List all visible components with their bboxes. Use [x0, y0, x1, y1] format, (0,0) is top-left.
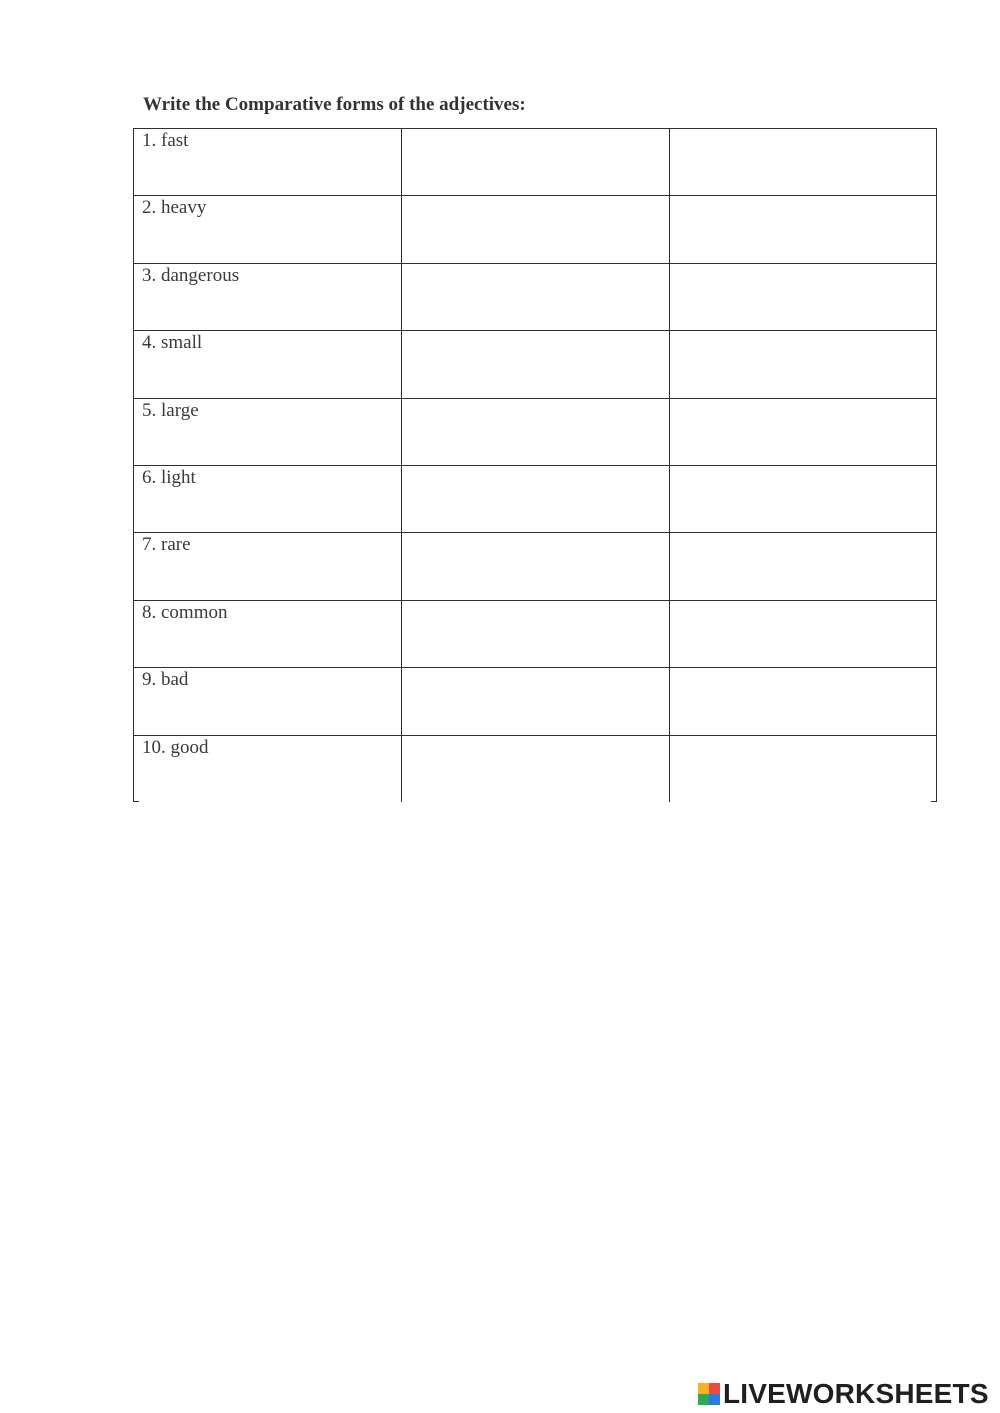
answer-input[interactable] [675, 201, 931, 256]
answer-cell[interactable] [669, 667, 937, 734]
table-divider [133, 398, 937, 399]
word-label: 9. bad [142, 669, 189, 691]
brand-name: LIVEWORKSHEETS [723, 1378, 989, 1409]
word-cell [133, 263, 401, 330]
word-cell [133, 600, 401, 667]
answer-cell[interactable] [669, 532, 937, 599]
table-divider [133, 195, 937, 196]
answer-input[interactable] [407, 201, 663, 256]
answer-input[interactable] [407, 538, 663, 593]
answer-cell[interactable] [401, 128, 669, 195]
word-label: 2. heavy [142, 197, 207, 219]
answer-input[interactable] [407, 606, 663, 661]
answer-input[interactable] [675, 134, 931, 189]
table-row [133, 600, 937, 667]
table-divider [133, 263, 937, 264]
liveworksheets-brand [698, 1377, 989, 1411]
table-divider [133, 532, 937, 533]
answer-cell[interactable] [669, 195, 937, 262]
answer-cell[interactable] [401, 195, 669, 262]
word-cell [133, 398, 401, 465]
answer-cell[interactable] [401, 398, 669, 465]
table-divider [133, 600, 937, 601]
answer-cell[interactable] [669, 735, 937, 802]
answer-cell[interactable] [669, 465, 937, 532]
table-divider [133, 465, 937, 466]
word-label: 8. common [142, 601, 228, 623]
table-divider [133, 735, 937, 736]
logo-tile [709, 1394, 720, 1405]
logo-tile [698, 1394, 709, 1405]
table-row [133, 195, 937, 262]
table-divider [401, 128, 402, 802]
word-cell [133, 735, 401, 802]
answer-cell[interactable] [669, 600, 937, 667]
word-cell [133, 465, 401, 532]
answer-input[interactable] [675, 673, 931, 728]
answer-cell[interactable] [669, 263, 937, 330]
table-divider [133, 128, 937, 129]
table-row [133, 128, 937, 195]
word-label: 4. small [142, 332, 203, 354]
word-label: 10. good [142, 736, 209, 758]
answer-input[interactable] [407, 741, 663, 796]
answer-input[interactable] [407, 336, 663, 391]
answer-cell[interactable] [401, 735, 669, 802]
logo-tile [698, 1383, 709, 1394]
answer-cell[interactable] [401, 600, 669, 667]
word-cell [133, 195, 401, 262]
answer-table [133, 128, 937, 802]
answer-cell[interactable] [669, 128, 937, 195]
word-label: 7. rare [142, 534, 191, 556]
word-label: 6. light [142, 467, 196, 488]
answer-input[interactable] [675, 471, 931, 526]
word-cell [133, 128, 401, 195]
table-corner-tick [133, 801, 139, 802]
table-row [133, 667, 937, 734]
answer-cell[interactable] [401, 465, 669, 532]
answer-input[interactable] [675, 606, 931, 661]
word-cell [133, 667, 401, 734]
logo-tile [709, 1383, 720, 1394]
answer-input[interactable] [675, 741, 931, 796]
table-row [133, 532, 937, 599]
word-cell [133, 330, 401, 397]
answer-input[interactable] [675, 538, 931, 593]
answer-input[interactable] [675, 404, 931, 459]
answer-input[interactable] [407, 471, 663, 526]
table-divider [133, 330, 937, 331]
table-row [133, 330, 937, 397]
word-cell [133, 532, 401, 599]
answer-input[interactable] [675, 269, 931, 324]
answer-input[interactable] [407, 404, 663, 459]
table-corner-tick [931, 801, 937, 802]
table-row [133, 735, 937, 802]
answer-input[interactable] [407, 134, 663, 189]
answer-cell[interactable] [401, 667, 669, 734]
answer-input[interactable] [407, 269, 663, 324]
table-divider [669, 128, 670, 802]
table-row [133, 263, 937, 330]
answer-cell[interactable] [401, 263, 669, 330]
answer-cell[interactable] [669, 330, 937, 397]
table-row [133, 465, 937, 532]
answer-cell[interactable] [401, 330, 669, 397]
word-label: 5. large [142, 399, 199, 421]
answer-cell[interactable] [669, 398, 937, 465]
answer-input[interactable] [675, 336, 931, 391]
table-divider [133, 128, 134, 802]
liveworksheets-logo-icon [698, 1383, 720, 1405]
word-label: 3. dangerous [142, 264, 240, 286]
worksheet-title: Write the Comparative forms of the adjectives: [143, 94, 526, 115]
answer-cell[interactable] [401, 532, 669, 599]
table-row [133, 398, 937, 465]
answer-input[interactable] [407, 673, 663, 728]
table-divider [936, 128, 937, 802]
table-divider [133, 667, 937, 668]
word-label: 1. fast [142, 130, 189, 151]
